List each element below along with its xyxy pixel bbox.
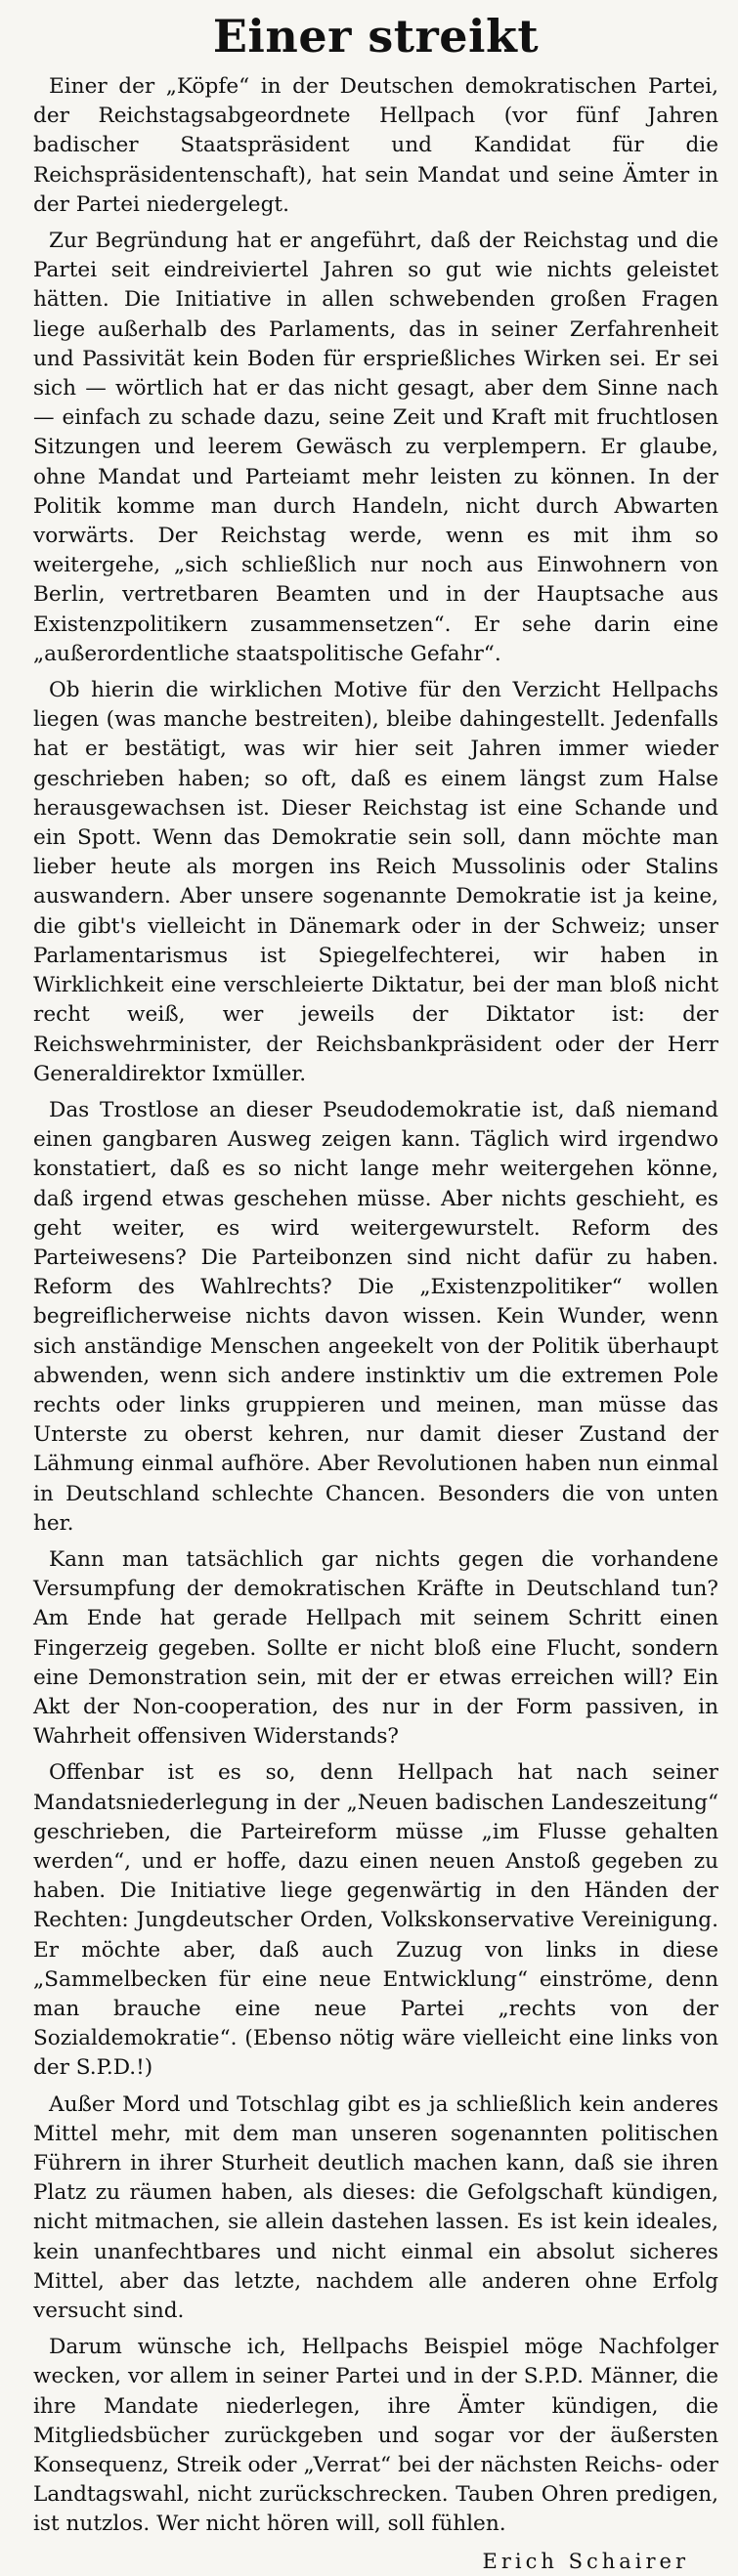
article-paragraph: Außer Mord und Totschlag gibt es ja schließlich kein anderes Mittel mehr, mit dem man unseren sogenannten politischen Führern in ihrer Sturheit deutlich machen kann, daß sie ihren Platz zu räumen haben, als dieses: die Gefolgschaft kündigen, nicht mitmachen, sie allein dastehen lassen. Es ist kein ideales, kein unanfechtbares und nicht einmal ein absolut sicheres Mittel, aber das letzte, nachdem alle anderen ohne Erfolg versucht sind. bbox=[33, 2091, 718, 2324]
article-body bbox=[33, 72, 718, 2540]
article-paragraph: Einer der „Köpfe“ in der Deutschen demokratischen Partei, der Reichstagsabgeordnete Hellpach (vor fünf Jahren badischer Staatspräsident und Kandidat für die Reichspräsidentenschaft), hat sein Mandat und seine Ämter in der Partei niedergelegt. bbox=[33, 74, 718, 217]
article-paragraph: Ob hierin die wirklichen Motive für den Verzicht Hellpachs liegen (was manche bestreiten), bleibe dahingestellt. Jedenfalls hat er bestätigt, was wir hier seit Jahren immer wieder geschrieben haben; so oft, daß es einem längst zum Halse herausgewachsen ist. Dieser Reichstag ist eine Schande und ein Spott. Wenn das Demokratie sein soll, dann möchte man lieber heute als morgen ins Reich Mussolinis oder Stalins auswandern. Aber unsere sogenannte Demokratie ist ja keine, die gibt's vielleicht in Dänemark oder in der Schweiz; unser Parlamentarismus ist Spiegelfechterei, wir haben in Wirklichkeit eine verschleierte Diktatur, bei der man bloß nicht recht weiß, wer jeweils der Diktator ist: der Reichswehrminister, der Reichsbankpräsident oder der Herr Generaldirektor Ixmüller. bbox=[33, 678, 718, 1086]
article-title: Einer streikt bbox=[212, 10, 540, 63]
article-paragraph: Das Trostlose an dieser Pseudodemokratie ist, daß niemand einen gangbaren Ausweg zeigen kann. Täglich wird irgendwo konstatiert, daß es so nicht lange mehr weitergehen könne, daß irgend etwas geschehen müsse. Aber nichts geschieht, es geht weiter, es wird weitergewurstelt. Reform des Parteiwesens? Die Parteibonzen sind nicht dafür zu haben. Reform des Wahlrechts? Die „Existenzpolitiker“ wollen begreiflicherweise nichts davon wissen. Kein Wunder, wenn sich anständige Menschen angeekelt von der Politik überhaupt abwenden, wenn sich andere instinktiv um die extremen Pole rechts oder links gruppieren und meinen, man müsse das Unterste zu oberst kehren, nur damit dieser Zustand der Lähmung einmal aufhöre. Aber Revolutionen haben nun einmal in Deutschland schlechte Chancen. Besonders die von unten her. bbox=[33, 1097, 718, 1536]
article-author: Erich Schairer bbox=[482, 2549, 689, 2573]
article-paragraph: Kann man tatsächlich gar nichts gegen die vorhandene Versumpfung der demokratischen Kräfte in Deutschland tun? Am Ende hat gerade Hellpach mit seinem Schritt einen Fingerzeig gegeben. Sollte er nicht bloß eine Flucht, sondern eine Demonstration sein, mit der er etwas erreichen will? Ein Akt der Non-cooperation, des nur in der Form passiven, in Wahrheit offensiven Widerstands? bbox=[33, 1546, 718, 1750]
article-paragraph: Offenbar ist es so, denn Hellpach hat nach seiner Mandatsniederlegung in der „Neuen badischen Landeszeitung“ geschrieben, die Parteireform müsse „im Flusse gehalten werden“, und er hoffe, dazu einen neuen Anstoß gegeben zu haben. Die Initiative liege gegenwärtig in den Händen der Rechten: Jungdeutscher Orden, Volkskonservative Vereinigung. Er möchte aber, daß auch Zuzug von links in diese „Sammelbecken für eine neue Entwicklung“ einströme, denn man brauche eine neue Partei „rechts von der Sozialdemokratie“. (Ebenso nötig wäre vielleicht eine links von der S.P.D.!) bbox=[33, 1760, 718, 2081]
article-paragraph: Darum wünsche ich, Hellpachs Beispiel möge Nachfolger wecken, vor allem in seiner Partei und in der S.P.D. Männer, die ihre Mandate niederlegen, ihre Ämter kündigen, die Mitgliedsbücher zurückgeben und sogar vor der äußersten Konsequenz, Streik oder „Verrat“ bei der nächsten Reichs- oder Landtagswahl, nicht zurückschrecken. Tauben Ohren predigen, ist nutzlos. Wer nicht hören will, soll fühlen. bbox=[33, 2335, 718, 2537]
article-paragraph: Zur Begründung hat er angeführt, daß der Reichstag und die Partei seit eindreiviertel Jahren so gut wie nichts geleistet hätten. Die Initiative in allen schwebenden großen Fragen liege außerhalb des Parlaments, das in seiner Zerfahrenheit und Passivität kein Boden für ersprießliches Wirken sei. Er sei sich — wörtlich hat er das nicht gesagt, aber dem Sinne nach — einfach zu schade dazu, seine Zeit und Kraft mit fruchtlosen Sitzungen und leerem Gewäsch zu verplempern. Er glaube, ohne Mandat und Parteiamt mehr leisten zu können. In der Politik komme man durch Handeln, nicht durch Abwarten vorwärts. Der Reichstag werde, wenn es mit ihm so weitergehe, „sich schließlich nur noch aus Einwohnern von Berlin, vertretbaren Beamten und in der Hauptsache aus Existenzpolitikern zusammensetzen“. Er sehe darin eine „außerordentliche staatspolitische Gefahr“. bbox=[33, 229, 718, 666]
